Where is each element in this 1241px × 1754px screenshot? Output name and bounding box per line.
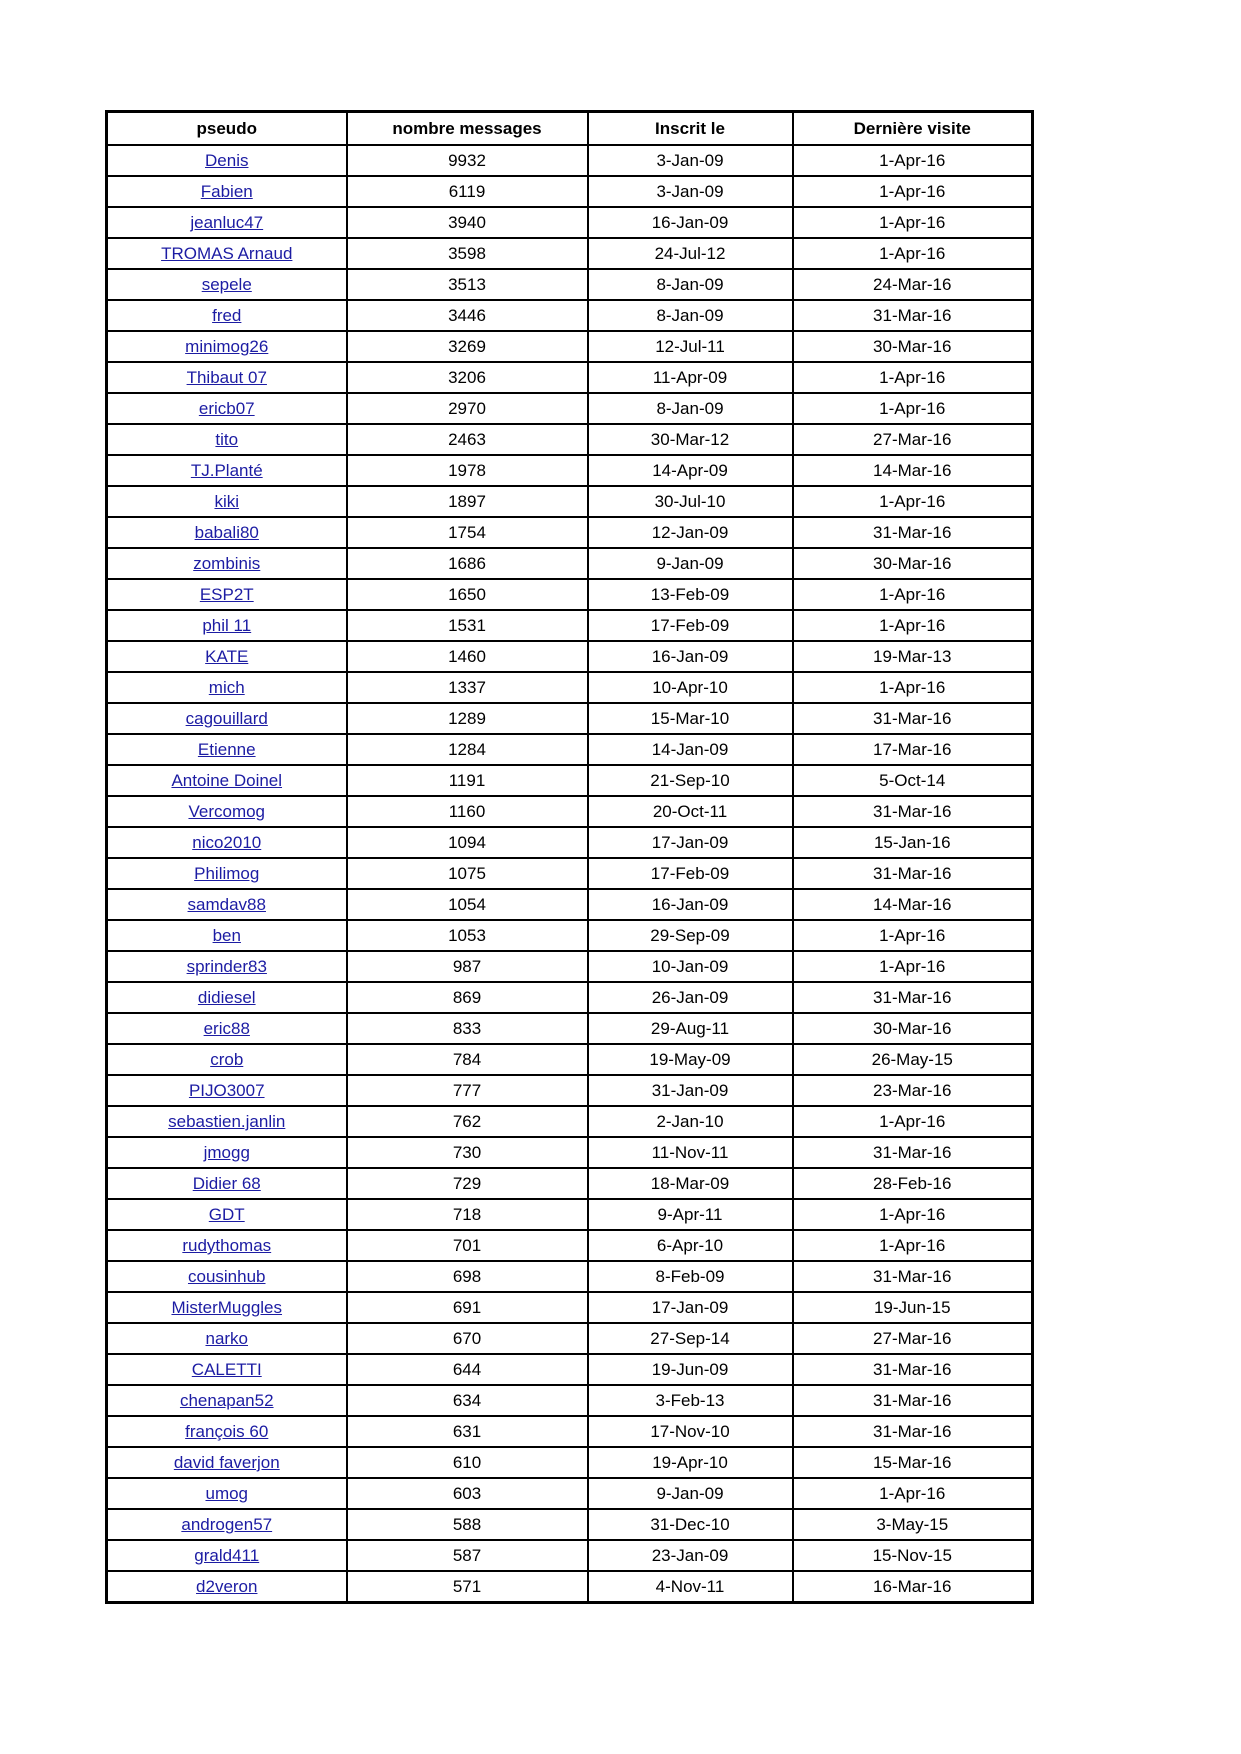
last-visit-date: 31-Mar-16 (793, 1354, 1033, 1385)
message-count: 3513 (347, 269, 588, 300)
registered-date: 12-Jul-11 (588, 331, 793, 362)
table-row (107, 734, 1033, 765)
last-visit-date: 24-Mar-16 (793, 269, 1033, 300)
last-visit-date: 1-Apr-16 (793, 920, 1033, 951)
registered-date: 3-Jan-09 (588, 176, 793, 207)
last-visit-date: 1-Apr-16 (793, 486, 1033, 517)
registered-date: 18-Mar-09 (588, 1168, 793, 1199)
message-count: 1191 (347, 765, 588, 796)
registered-date: 27-Sep-14 (588, 1323, 793, 1354)
message-count: 698 (347, 1261, 588, 1292)
registered-date: 3-Feb-13 (588, 1385, 793, 1416)
last-visit-date: 1-Apr-16 (793, 145, 1033, 176)
member-pseudo-cell (107, 1168, 347, 1199)
table-row (107, 889, 1033, 920)
member-pseudo-cell (107, 331, 347, 362)
message-count: 631 (347, 1416, 588, 1447)
member-link[interactable]: kiki (214, 492, 240, 511)
member-link[interactable]: grald411 (194, 1546, 260, 1565)
member-pseudo-cell (107, 920, 347, 951)
member-link[interactable]: Fabien (200, 182, 253, 201)
member-link[interactable]: ericb07 (198, 399, 255, 418)
registered-date: 21-Sep-10 (588, 765, 793, 796)
registered-date: 6-Apr-10 (588, 1230, 793, 1261)
registered-date: 14-Jan-09 (588, 734, 793, 765)
message-count: 1978 (347, 455, 588, 486)
table-row (107, 1571, 1033, 1603)
table-row (107, 1013, 1033, 1044)
last-visit-date: 31-Mar-16 (793, 982, 1033, 1013)
member-link[interactable]: rudythomas (182, 1236, 272, 1255)
message-count: 9932 (347, 145, 588, 176)
member-link[interactable]: tito (215, 430, 239, 449)
message-count: 691 (347, 1292, 588, 1323)
registered-date: 24-Jul-12 (588, 238, 793, 269)
member-pseudo-cell (107, 703, 347, 734)
last-visit-date: 27-Mar-16 (793, 424, 1033, 455)
message-count: 571 (347, 1571, 588, 1603)
member-pseudo-cell (107, 300, 347, 331)
last-visit-date: 15-Mar-16 (793, 1447, 1033, 1478)
table-row (107, 827, 1033, 858)
table-row (107, 765, 1033, 796)
member-pseudo-cell (107, 1199, 347, 1230)
table-row (107, 455, 1033, 486)
last-visit-date: 31-Mar-16 (793, 796, 1033, 827)
member-pseudo-cell (107, 1385, 347, 1416)
last-visit-date: 1-Apr-16 (793, 1230, 1033, 1261)
message-count: 3269 (347, 331, 588, 362)
last-visit-date: 1-Apr-16 (793, 393, 1033, 424)
member-link[interactable]: eric88 (203, 1019, 250, 1038)
member-link[interactable]: jmogg (203, 1143, 250, 1162)
member-pseudo-cell (107, 238, 347, 269)
last-visit-date: 31-Mar-16 (793, 300, 1033, 331)
member-pseudo-cell (107, 455, 347, 486)
table-row (107, 331, 1033, 362)
member-link[interactable]: d2veron (196, 1577, 258, 1596)
member-link[interactable]: Etienne (197, 740, 256, 759)
table-row (107, 362, 1033, 393)
member-pseudo-cell (107, 145, 347, 176)
registered-date: 13-Feb-09 (588, 579, 793, 610)
table-row (107, 579, 1033, 610)
member-pseudo-cell (107, 1416, 347, 1447)
member-link[interactable]: zombinis (193, 554, 261, 573)
table-row (107, 1478, 1033, 1509)
message-count: 2970 (347, 393, 588, 424)
message-count: 634 (347, 1385, 588, 1416)
table-row (107, 548, 1033, 579)
registered-date: 17-Jan-09 (588, 1292, 793, 1323)
member-link[interactable]: chenapan52 (179, 1391, 274, 1410)
registered-date: 19-Jun-09 (588, 1354, 793, 1385)
message-count: 644 (347, 1354, 588, 1385)
member-link[interactable]: androgen57 (181, 1515, 273, 1534)
registered-date: 20-Oct-11 (588, 796, 793, 827)
member-link[interactable]: fred (212, 306, 242, 325)
member-link[interactable]: david faverjon (173, 1453, 280, 1472)
message-count: 587 (347, 1540, 588, 1571)
member-link[interactable]: Denis (205, 151, 249, 170)
member-pseudo-cell (107, 486, 347, 517)
last-visit-date: 23-Mar-16 (793, 1075, 1033, 1106)
message-count: 777 (347, 1075, 588, 1106)
registered-date: 17-Jan-09 (588, 827, 793, 858)
member-pseudo-cell (107, 858, 347, 889)
last-visit-date: 1-Apr-16 (793, 1478, 1033, 1509)
member-pseudo-cell (107, 1478, 347, 1509)
last-visit-date: 1-Apr-16 (793, 951, 1033, 982)
member-pseudo-cell (107, 1447, 347, 1478)
message-count: 762 (347, 1106, 588, 1137)
member-link[interactable]: narko (205, 1329, 249, 1348)
table-row (107, 1137, 1033, 1168)
member-pseudo-cell (107, 1292, 347, 1323)
member-pseudo-cell (107, 889, 347, 920)
registered-date: 15-Mar-10 (588, 703, 793, 734)
member-link[interactable]: umog (205, 1484, 249, 1503)
member-pseudo-cell (107, 393, 347, 424)
member-pseudo-cell (107, 1261, 347, 1292)
message-count: 1650 (347, 579, 588, 610)
member-pseudo-cell (107, 176, 347, 207)
table-row (107, 1261, 1033, 1292)
table-row (107, 176, 1033, 207)
message-count: 987 (347, 951, 588, 982)
table-row (107, 1230, 1033, 1261)
message-count: 718 (347, 1199, 588, 1230)
member-link[interactable]: jeanluc47 (190, 213, 264, 232)
table-row (107, 486, 1033, 517)
registered-date: 16-Jan-09 (588, 641, 793, 672)
registered-date: 10-Jan-09 (588, 951, 793, 982)
message-count: 3446 (347, 300, 588, 331)
member-link[interactable]: Philimog (194, 864, 260, 883)
registered-date: 8-Jan-09 (588, 269, 793, 300)
message-count: 1284 (347, 734, 588, 765)
member-link[interactable]: Didier 68 (192, 1174, 261, 1193)
table-row (107, 1199, 1033, 1230)
table-row (107, 1447, 1033, 1478)
message-count: 869 (347, 982, 588, 1013)
member-link[interactable]: Thibaut 07 (186, 368, 267, 387)
registered-date: 31-Dec-10 (588, 1509, 793, 1540)
table-row (107, 145, 1033, 176)
last-visit-date: 15-Jan-16 (793, 827, 1033, 858)
last-visit-date: 19-Jun-15 (793, 1292, 1033, 1323)
last-visit-date: 1-Apr-16 (793, 207, 1033, 238)
registered-date: 9-Jan-09 (588, 548, 793, 579)
last-visit-date: 27-Mar-16 (793, 1323, 1033, 1354)
member-pseudo-cell (107, 1106, 347, 1137)
member-pseudo-cell (107, 796, 347, 827)
member-link[interactable]: CALETTI (191, 1360, 262, 1379)
member-pseudo-cell (107, 827, 347, 858)
member-pseudo-cell (107, 1571, 347, 1603)
table-header (107, 112, 1033, 146)
last-visit-date: 31-Mar-16 (793, 1385, 1033, 1416)
registered-date: 10-Apr-10 (588, 672, 793, 703)
last-visit-date: 28-Feb-16 (793, 1168, 1033, 1199)
message-count: 1531 (347, 610, 588, 641)
member-pseudo-cell (107, 1540, 347, 1571)
member-pseudo-cell (107, 672, 347, 703)
message-count: 701 (347, 1230, 588, 1261)
registered-date: 16-Jan-09 (588, 889, 793, 920)
table-row (107, 610, 1033, 641)
last-visit-date: 1-Apr-16 (793, 1199, 1033, 1230)
member-link[interactable]: sepele (201, 275, 252, 294)
registered-date: 17-Feb-09 (588, 858, 793, 889)
message-count: 6119 (347, 176, 588, 207)
message-count: 588 (347, 1509, 588, 1540)
member-link[interactable]: TJ.Planté (190, 461, 263, 480)
registered-date: 23-Jan-09 (588, 1540, 793, 1571)
members-table (105, 110, 1034, 1604)
last-visit-date: 3-May-15 (793, 1509, 1033, 1540)
column-header-pseudo: pseudo (107, 112, 347, 146)
member-pseudo-cell (107, 1044, 347, 1075)
registered-date: 16-Jan-09 (588, 207, 793, 238)
member-pseudo-cell (107, 1323, 347, 1354)
member-pseudo-cell (107, 1354, 347, 1385)
registered-date: 4-Nov-11 (588, 1571, 793, 1603)
header-row (107, 112, 1033, 146)
last-visit-date: 15-Nov-15 (793, 1540, 1033, 1571)
registered-date: 9-Jan-09 (588, 1478, 793, 1509)
registered-date: 11-Nov-11 (588, 1137, 793, 1168)
table-row (107, 920, 1033, 951)
member-link[interactable]: MisterMuggles (171, 1298, 283, 1317)
registered-date: 12-Jan-09 (588, 517, 793, 548)
table-row (107, 1509, 1033, 1540)
member-link[interactable]: samdav88 (187, 895, 266, 914)
registered-date: 3-Jan-09 (588, 145, 793, 176)
member-link[interactable]: PIJO3007 (188, 1081, 265, 1100)
member-link[interactable]: TROMAS Arnaud (161, 244, 293, 263)
table-row (107, 672, 1033, 703)
column-header-visite: Dernière visite (793, 112, 1033, 146)
member-link[interactable]: cousinhub (187, 1267, 266, 1286)
registered-date: 2-Jan-10 (588, 1106, 793, 1137)
message-count: 1686 (347, 548, 588, 579)
table-row (107, 1416, 1033, 1447)
member-link[interactable]: crob (210, 1050, 244, 1069)
table-row (107, 1075, 1033, 1106)
registered-date: 19-May-09 (588, 1044, 793, 1075)
registered-date: 9-Apr-11 (588, 1199, 793, 1230)
member-link[interactable]: nico2010 (192, 833, 262, 852)
member-pseudo-cell (107, 424, 347, 455)
last-visit-date: 1-Apr-16 (793, 672, 1033, 703)
table-row (107, 1385, 1033, 1416)
last-visit-date: 26-May-15 (793, 1044, 1033, 1075)
member-link[interactable]: ESP2T (199, 585, 254, 604)
table-row (107, 703, 1033, 734)
registered-date: 11-Apr-09 (588, 362, 793, 393)
table-row (107, 1044, 1033, 1075)
member-link[interactable]: minimog26 (185, 337, 269, 356)
member-link[interactable]: phil 11 (202, 616, 252, 635)
last-visit-date: 31-Mar-16 (793, 1261, 1033, 1292)
member-link[interactable]: GDT (208, 1205, 245, 1224)
member-pseudo-cell (107, 734, 347, 765)
member-pseudo-cell (107, 548, 347, 579)
member-pseudo-cell (107, 982, 347, 1013)
member-pseudo-cell (107, 362, 347, 393)
table-row (107, 982, 1033, 1013)
message-count: 2463 (347, 424, 588, 455)
table-row (107, 517, 1033, 548)
table-row (107, 641, 1033, 672)
message-count: 833 (347, 1013, 588, 1044)
table-row (107, 858, 1033, 889)
message-count: 1054 (347, 889, 588, 920)
member-pseudo-cell (107, 641, 347, 672)
message-count: 670 (347, 1323, 588, 1354)
table-row (107, 207, 1033, 238)
message-count: 1094 (347, 827, 588, 858)
member-pseudo-cell (107, 1075, 347, 1106)
last-visit-date: 31-Mar-16 (793, 703, 1033, 734)
message-count: 610 (347, 1447, 588, 1478)
message-count: 1460 (347, 641, 588, 672)
message-count: 1053 (347, 920, 588, 951)
last-visit-date: 31-Mar-16 (793, 517, 1033, 548)
registered-date: 17-Nov-10 (588, 1416, 793, 1447)
member-link[interactable]: sprinder83 (186, 957, 267, 976)
registered-date: 29-Sep-09 (588, 920, 793, 951)
message-count: 3940 (347, 207, 588, 238)
member-link[interactable]: Vercomog (188, 802, 266, 821)
message-count: 1897 (347, 486, 588, 517)
table-row (107, 1168, 1033, 1199)
table-row (107, 1354, 1033, 1385)
table-row (107, 951, 1033, 982)
last-visit-date: 1-Apr-16 (793, 579, 1033, 610)
member-pseudo-cell (107, 517, 347, 548)
member-link[interactable]: Antoine Doinel (171, 771, 283, 790)
registered-date: 29-Aug-11 (588, 1013, 793, 1044)
message-count: 1289 (347, 703, 588, 734)
last-visit-date: 14-Mar-16 (793, 455, 1033, 486)
message-count: 1337 (347, 672, 588, 703)
last-visit-date: 17-Mar-16 (793, 734, 1033, 765)
member-pseudo-cell (107, 1137, 347, 1168)
table-row (107, 796, 1033, 827)
registered-date: 8-Jan-09 (588, 300, 793, 331)
member-pseudo-cell (107, 765, 347, 796)
member-link[interactable]: babali80 (194, 523, 259, 542)
registered-date: 30-Jul-10 (588, 486, 793, 517)
member-pseudo-cell (107, 1230, 347, 1261)
member-pseudo-cell (107, 579, 347, 610)
member-pseudo-cell (107, 269, 347, 300)
last-visit-date: 1-Apr-16 (793, 362, 1033, 393)
message-count: 603 (347, 1478, 588, 1509)
message-count: 3598 (347, 238, 588, 269)
registered-date: 30-Mar-12 (588, 424, 793, 455)
last-visit-date: 1-Apr-16 (793, 238, 1033, 269)
last-visit-date: 31-Mar-16 (793, 1416, 1033, 1447)
registered-date: 31-Jan-09 (588, 1075, 793, 1106)
member-pseudo-cell (107, 207, 347, 238)
table-row (107, 238, 1033, 269)
message-count: 3206 (347, 362, 588, 393)
table-row (107, 300, 1033, 331)
member-pseudo-cell (107, 1509, 347, 1540)
registered-date: 26-Jan-09 (588, 982, 793, 1013)
table-row (107, 1323, 1033, 1354)
registered-date: 17-Feb-09 (588, 610, 793, 641)
message-count: 784 (347, 1044, 588, 1075)
member-link[interactable]: sebastien.janlin (168, 1112, 286, 1131)
message-count: 1754 (347, 517, 588, 548)
member-link[interactable]: mich (208, 678, 245, 697)
last-visit-date: 14-Mar-16 (793, 889, 1033, 920)
member-link[interactable]: ben (212, 926, 241, 945)
last-visit-date: 5-Oct-14 (793, 765, 1033, 796)
last-visit-date: 19-Mar-13 (793, 641, 1033, 672)
last-visit-date: 30-Mar-16 (793, 331, 1033, 362)
registered-date: 8-Feb-09 (588, 1261, 793, 1292)
message-count: 730 (347, 1137, 588, 1168)
registered-date: 19-Apr-10 (588, 1447, 793, 1478)
message-count: 1160 (347, 796, 588, 827)
last-visit-date: 16-Mar-16 (793, 1571, 1033, 1603)
table-row (107, 1292, 1033, 1323)
member-table-body (107, 145, 1033, 1603)
last-visit-date: 30-Mar-16 (793, 1013, 1033, 1044)
member-pseudo-cell (107, 1013, 347, 1044)
table-row (107, 424, 1033, 455)
message-count: 1075 (347, 858, 588, 889)
table-row (107, 269, 1033, 300)
member-link[interactable]: KATE (205, 647, 249, 666)
last-visit-date: 1-Apr-16 (793, 176, 1033, 207)
last-visit-date: 30-Mar-16 (793, 548, 1033, 579)
member-link[interactable]: cagouillard (185, 709, 268, 728)
registered-date: 8-Jan-09 (588, 393, 793, 424)
message-count: 729 (347, 1168, 588, 1199)
column-header-inscrit: Inscrit le (588, 112, 793, 146)
column-header-messages: nombre messages (347, 112, 588, 146)
table-row (107, 1106, 1033, 1137)
table-row (107, 393, 1033, 424)
last-visit-date: 1-Apr-16 (793, 1106, 1033, 1137)
last-visit-date: 1-Apr-16 (793, 610, 1033, 641)
last-visit-date: 31-Mar-16 (793, 858, 1033, 889)
last-visit-date: 31-Mar-16 (793, 1137, 1033, 1168)
member-pseudo-cell (107, 951, 347, 982)
member-link[interactable]: françois 60 (185, 1422, 269, 1441)
member-link[interactable]: didiesel (197, 988, 256, 1007)
table-row (107, 1540, 1033, 1571)
member-pseudo-cell (107, 610, 347, 641)
registered-date: 14-Apr-09 (588, 455, 793, 486)
